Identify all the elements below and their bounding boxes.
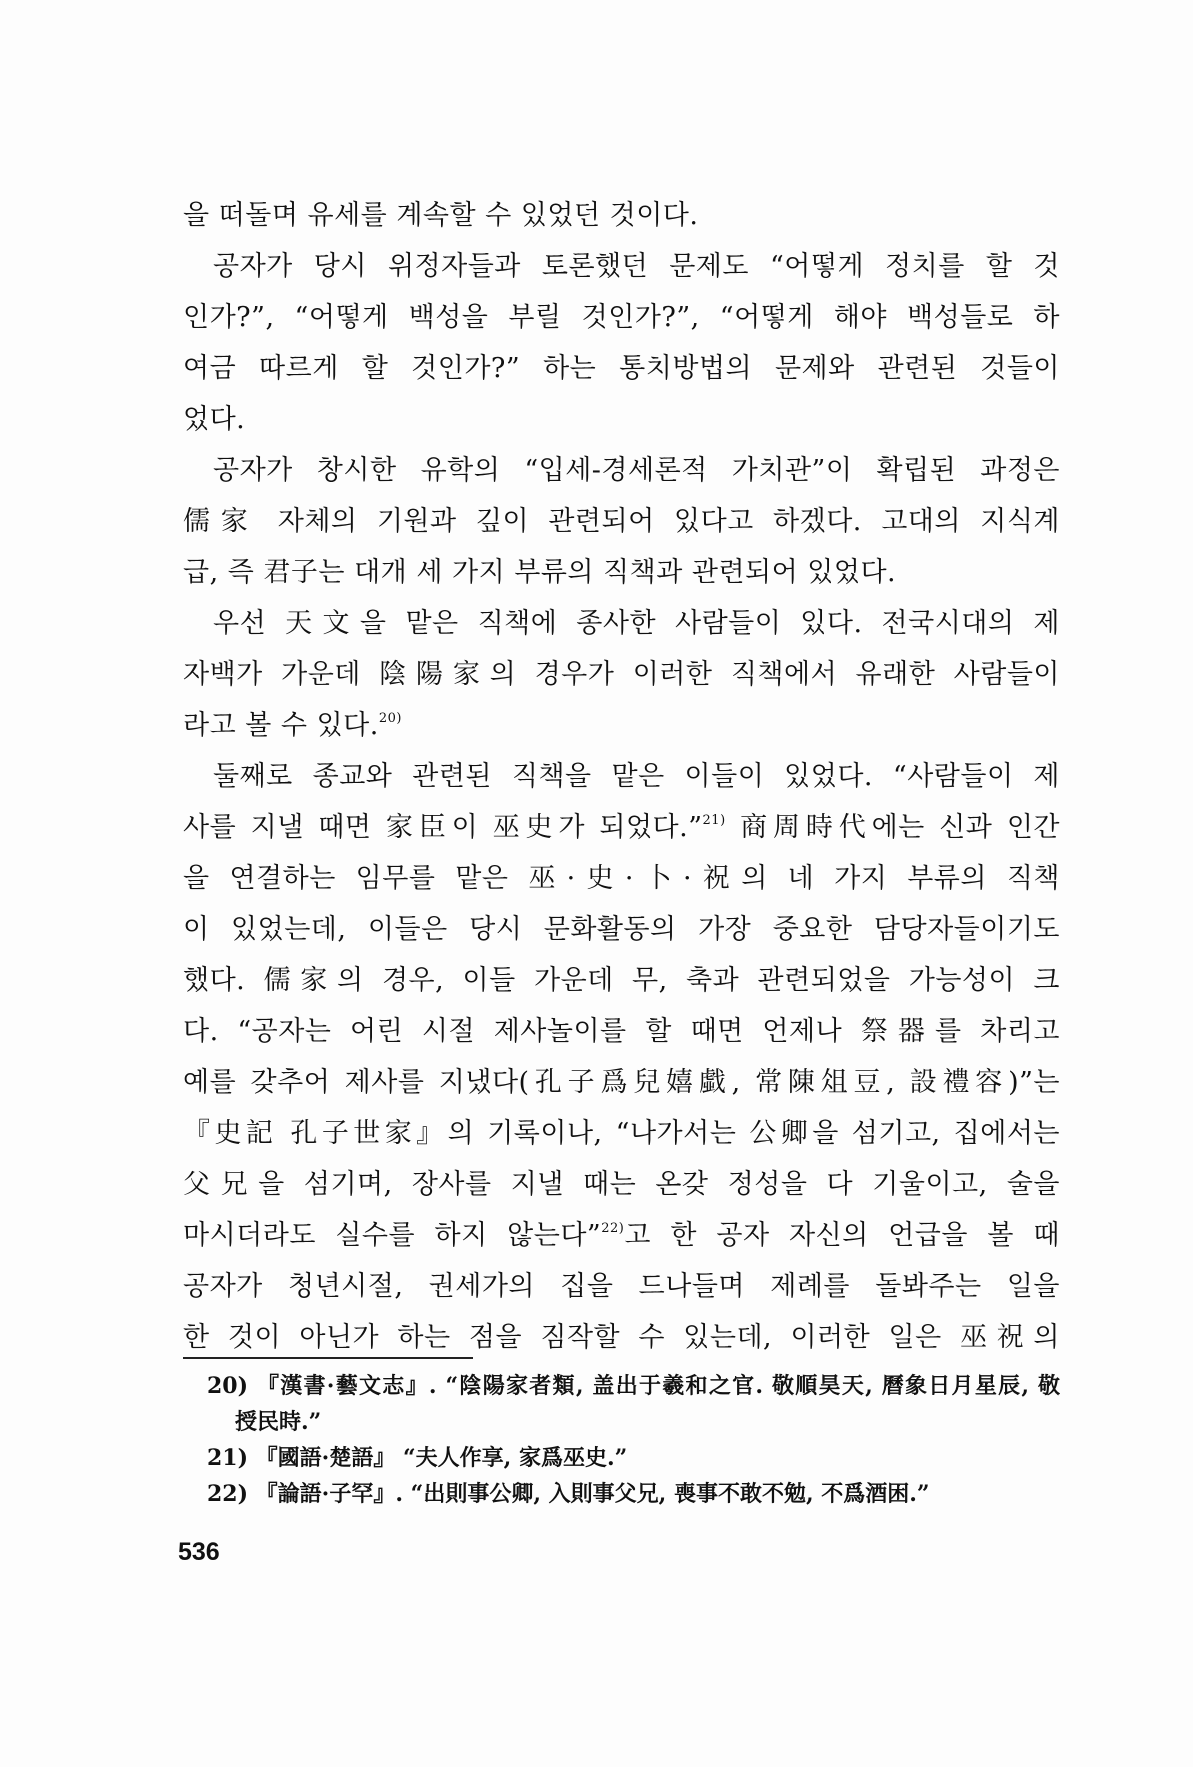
- footnote-21: 21) 『國語·楚語』 “夫人作享, 家爲巫史.”: [207, 1445, 628, 1471]
- footnote-20: 20) 『漢書·藝文志』. “陰陽家者類, 盖出于羲和之官. 敬順昊天, 曆象日月星辰, 敬: [207, 1373, 1060, 1399]
- body-line: 을 연결하는 임무를 맡은 巫·史·卜·祝의 네 가지 부류의 직책: [183, 863, 1060, 894]
- body-line: 공자가 청년시절, 권세가의 집을 드나들며 제례를 돌봐주는 일을: [183, 1271, 1060, 1302]
- body-line: 우선 天文을 맡은 직책에 종사한 사람들이 있다. 전국시대의 제: [213, 608, 1060, 639]
- footnotes: [207, 1368, 1060, 1512]
- body-line-text: 商周時代에는 신과 인간: [740, 812, 1060, 843]
- body-line-text: 라고 볼 수 있다.: [183, 710, 379, 741]
- body-line: 공자가 창시한 유학의 “입세-경세론적 가치관”이 확립된 과정은: [213, 455, 1060, 486]
- body-line: 父兄을 섬기며, 장사를 지낼 때는 온갖 정성을 다 기울이고, 술을: [183, 1169, 1060, 1200]
- body-line: 한 것이 아닌가 하는 점을 짐작할 수 있는데, 이러한 일은 巫祝의: [183, 1322, 1060, 1353]
- body-line: 인가?”, “어떻게 백성을 부릴 것인가?”, “어떻게 해야 백성들로 하: [183, 302, 1060, 333]
- body-line: 급, 즉 君子는 대개 세 가지 부류의 직책과 관련되어 있었다.: [183, 557, 897, 588]
- body-text: [183, 190, 1060, 1363]
- footnote-22: 22) 『論語·子罕』. “出則事公卿, 入則事父兄, 喪事不敢不勉, 不爲酒困.”: [207, 1481, 930, 1507]
- body-line: 했다. 儒家의 경우, 이들 가운데 무, 축과 관련되었을 가능성이 크: [183, 965, 1060, 996]
- body-line: 예를 갖추어 제사를 지냈다(孔子爲兒嬉戱, 常陳俎豆, 設禮容)”는: [183, 1067, 1060, 1098]
- body-line: 여금 따르게 할 것인가?” 하는 통치방법의 문제와 관련된 것들이: [183, 353, 1060, 384]
- footnote-ref-21[interactable]: 21): [702, 813, 726, 828]
- footnote-ref-22[interactable]: 22): [601, 1221, 625, 1236]
- body-line-text: 고 한 공자 자신의 언급을 볼 때: [624, 1220, 1060, 1251]
- body-line: 둘째로 종교와 관련된 직책을 맡은 이들이 있었다. “사람들이 제: [213, 761, 1060, 792]
- footnote-ref-20[interactable]: 20): [378, 711, 402, 726]
- body-line: 儒家 자체의 기원과 깊이 관련되어 있다고 하겠다. 고대의 지식계: [183, 506, 1060, 537]
- body-line: [183, 1210, 1060, 1261]
- body-line: 다. “공자는 어린 시절 제사놀이를 할 때면 언제나 祭器를 차리고: [183, 1016, 1060, 1047]
- body-line: 공자가 당시 위정자들과 토론했던 문제도 “어떻게 정치를 할 것: [213, 251, 1060, 282]
- body-line: 이 있었는데, 이들은 당시 문화활동의 가장 중요한 담당자들이기도: [183, 914, 1060, 945]
- body-line: 을 떠돌며 유세를 계속할 수 있었던 것이다.: [183, 200, 699, 231]
- body-line: 자백가 가운데 陰陽家의 경우가 이러한 직책에서 유래한 사람들이: [183, 659, 1060, 690]
- footnote-divider: [183, 1357, 473, 1359]
- footnote-20-continued: 授民時.”: [235, 1409, 322, 1435]
- page-number: 536: [178, 1538, 220, 1566]
- body-line: 었다.: [183, 404, 246, 435]
- body-line: 『史記 孔子世家』의 기록이나, “나가서는 公卿을 섬기고, 집에서는: [183, 1118, 1060, 1149]
- body-line: [183, 802, 1060, 853]
- body-line-text: 마시더라도 실수를 하지 않는다”: [183, 1220, 602, 1251]
- body-line-text: 사를 지낼 때면 家臣이 巫史가 되었다.”: [183, 812, 703, 843]
- body-line: [183, 700, 1060, 751]
